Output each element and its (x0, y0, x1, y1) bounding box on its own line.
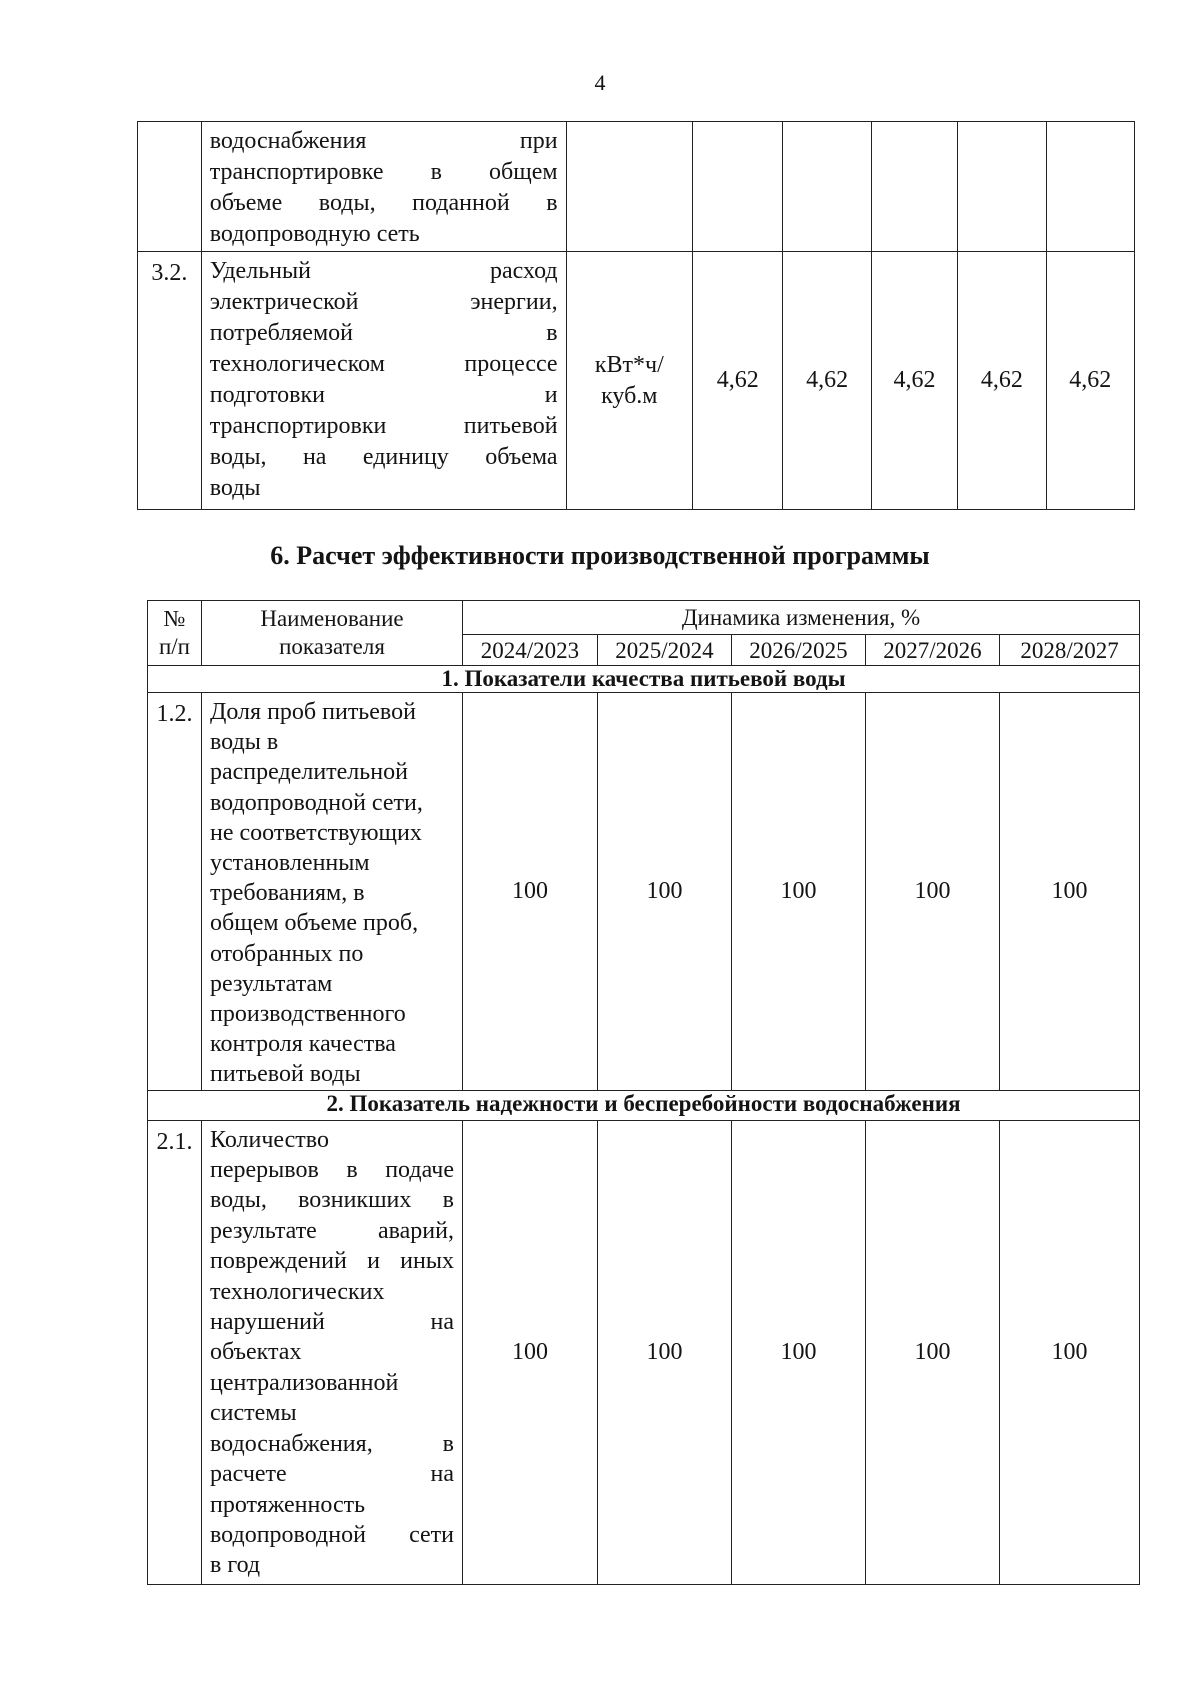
unit-line: куб.м (601, 382, 658, 409)
header-dynamics: Динамика изменения, % (463, 601, 1140, 635)
header-number (148, 601, 202, 666)
value-cell (1046, 122, 1134, 252)
efficiency-table (147, 600, 1140, 1585)
value-cell: 100 (732, 693, 866, 1091)
name-line: повреждений и иных (210, 1248, 454, 1275)
page-number: 4 (594, 70, 606, 95)
name-line: отобранных по (210, 940, 364, 967)
row-number: 3.2. (138, 252, 202, 510)
value-cell: 100 (1000, 1120, 1140, 1584)
name-line: водоснабжения, в (210, 1430, 454, 1457)
name-line: Доля проб питьевой (210, 699, 416, 725)
name-line: потребляемой в (209, 320, 558, 346)
header-line: № (163, 606, 186, 631)
name-line: результате аварий, (210, 1217, 454, 1244)
name-line: результатам (210, 970, 333, 997)
value-cell: 4,62 (783, 252, 871, 510)
name-line: воды, на единицу объема (209, 444, 558, 470)
name-line: в год (210, 1552, 261, 1579)
table-row (148, 1120, 1140, 1584)
table-row (138, 252, 1135, 510)
row-number: 2.1. (148, 1120, 202, 1584)
header-line: показателя (279, 634, 385, 659)
name-line: воды (209, 475, 261, 501)
unit-cell (566, 122, 692, 252)
value-cell: 4,62 (693, 252, 783, 510)
value-cell: 4,62 (958, 252, 1046, 510)
name-line: транспортировке в общем (209, 159, 558, 185)
name-line: водопроводной сети (210, 1521, 454, 1548)
value-cell: 100 (463, 693, 598, 1091)
name-line: водопроводную сеть (209, 221, 420, 247)
value-cell: 100 (1000, 693, 1140, 1091)
name-line: нарушений на (210, 1309, 454, 1336)
name-line: воды, возникших в (210, 1187, 454, 1214)
value-cell (783, 122, 871, 252)
name-line: не соответствующих (210, 819, 422, 846)
value-cell: 100 (732, 1120, 866, 1584)
name-line: централизованной (210, 1369, 399, 1396)
value-cell: 100 (598, 1120, 732, 1584)
value-cell: 100 (598, 693, 732, 1091)
name-line: технологическом процессе (209, 351, 558, 377)
name-line: перерывов в подаче (210, 1157, 454, 1184)
name-line: протяженность (210, 1491, 366, 1518)
header-year: 2026/2025 (732, 635, 866, 666)
section-heading: 2. Показатель надежности и бесперебойности водоснабжения (148, 1090, 1140, 1120)
name-line: объеме воды, поданной в (209, 190, 558, 216)
row-number: 1.2. (148, 693, 202, 1091)
indicator-name (201, 252, 566, 510)
header-row (148, 601, 1140, 635)
indicator-name (201, 122, 566, 252)
name-line: воды в (210, 729, 279, 756)
header-line: Наименование (260, 606, 404, 631)
name-line: установленным (210, 850, 370, 877)
name-line: требованиям, в (210, 880, 365, 907)
name-line: водоснабжения при (209, 128, 558, 154)
name-line: электрической энергии, (209, 289, 558, 315)
indicators-table-continued (137, 121, 1135, 510)
value-cell (693, 122, 783, 252)
header-year: 2024/2023 (463, 635, 598, 666)
section-row (148, 666, 1140, 693)
table-row (138, 122, 1135, 252)
indicator-name (202, 1120, 463, 1584)
header-year: 2025/2024 (598, 635, 732, 666)
value-cell (958, 122, 1046, 252)
header-name (202, 601, 463, 666)
name-line: производственного (210, 1001, 406, 1028)
table-row (148, 693, 1140, 1091)
value-cell: 100 (463, 1120, 598, 1584)
value-cell (871, 122, 957, 252)
header-line: п/п (158, 634, 190, 659)
name-line: объектах (210, 1339, 302, 1366)
row-number (138, 122, 202, 252)
header-year: 2028/2027 (1000, 635, 1140, 666)
name-line: системы (210, 1400, 297, 1427)
name-line: Количество (210, 1126, 329, 1153)
section-heading: 1. Показатели качества питьевой воды (148, 666, 1140, 693)
name-line: водопроводной сети, (210, 789, 423, 816)
name-line: технологических (210, 1278, 385, 1305)
section-title: 6. Расчет эффективности производственной программы (270, 541, 930, 570)
section-row (148, 1090, 1140, 1120)
name-line: распределительной (210, 759, 408, 786)
name-line: подготовки и (209, 382, 558, 408)
name-line: контроля качества (210, 1031, 396, 1058)
unit-line: кВт*ч/ (594, 351, 664, 378)
name-line: питьевой воды (210, 1061, 361, 1088)
name-line: Удельный расход (209, 258, 558, 284)
name-line: транспортировки питьевой (209, 413, 558, 439)
indicator-name (202, 693, 463, 1091)
value-cell: 100 (866, 693, 1000, 1091)
value-cell: 4,62 (1046, 252, 1134, 510)
name-line: расчете на (210, 1461, 454, 1488)
name-line: общем объеме проб, (210, 910, 419, 937)
unit-cell (566, 252, 692, 510)
value-cell: 100 (866, 1120, 1000, 1584)
value-cell: 4,62 (871, 252, 957, 510)
header-year: 2027/2026 (866, 635, 1000, 666)
